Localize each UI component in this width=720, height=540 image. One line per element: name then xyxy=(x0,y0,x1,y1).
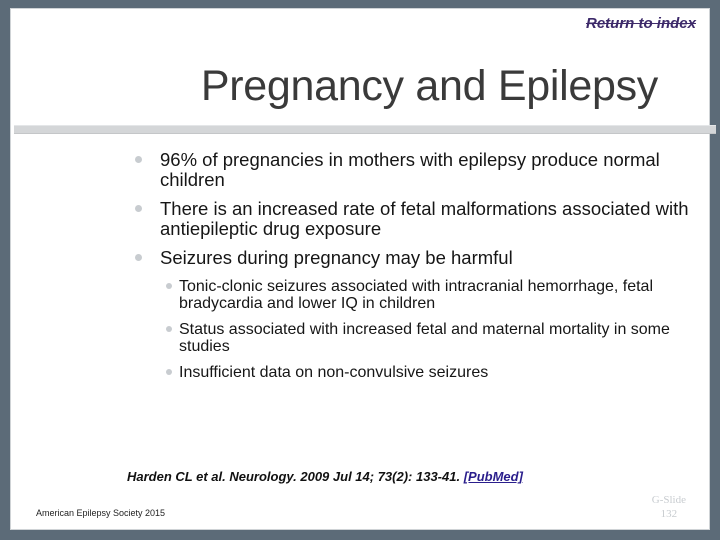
bullet-item xyxy=(130,150,690,189)
bullet-text: There is an increased rate of fetal malformations associated with antiepileptic drug exposure xyxy=(160,198,689,239)
slide xyxy=(10,8,710,530)
bullet-dot-icon xyxy=(135,205,142,212)
sub-bullet-dot-icon xyxy=(166,369,172,375)
bullet-list xyxy=(130,150,690,390)
return-to-index-link[interactable]: Return to index xyxy=(585,15,696,32)
sub-bullet-item xyxy=(130,278,690,312)
sub-bullet-dot-icon xyxy=(166,283,172,289)
sub-bullet-dot-icon xyxy=(166,326,172,332)
pubmed-link[interactable]: [PubMed] xyxy=(463,469,523,484)
citation xyxy=(127,469,523,484)
bullet-item xyxy=(130,248,690,268)
bullet-dot-icon xyxy=(135,156,142,163)
bullet-dot-icon xyxy=(135,254,142,261)
bullet-item xyxy=(130,199,690,238)
sub-bullet-item xyxy=(130,364,690,381)
bullet-text: 96% of pregnancies in mothers with epilepsy produce normal children xyxy=(160,149,660,190)
title-divider xyxy=(14,125,716,134)
slide-title: Pregnancy and Epilepsy xyxy=(200,62,658,110)
footer-organization: American Epilepsy Society 2015 xyxy=(36,508,166,518)
slide-label: G-Slide xyxy=(651,494,686,506)
bullet-text: Seizures during pregnancy may be harmful xyxy=(160,247,513,268)
sub-bullet-text: Tonic-clonic seizures associated with intracranial hemorrhage, fetal bradycardia and lower IQ in children xyxy=(179,277,653,312)
citation-text: Harden CL et al. Neurology. 2009 Jul 14; 73(2): 133-41. xyxy=(127,469,464,484)
sub-bullet-text: Insufficient data on non-convulsive seizures xyxy=(179,363,489,381)
slide-number xyxy=(652,493,686,521)
sub-bullet-item xyxy=(130,321,690,355)
slide-number-value: 132 xyxy=(660,508,678,520)
sub-bullet-text: Status associated with increased fetal and maternal mortality in some studies xyxy=(179,320,670,355)
